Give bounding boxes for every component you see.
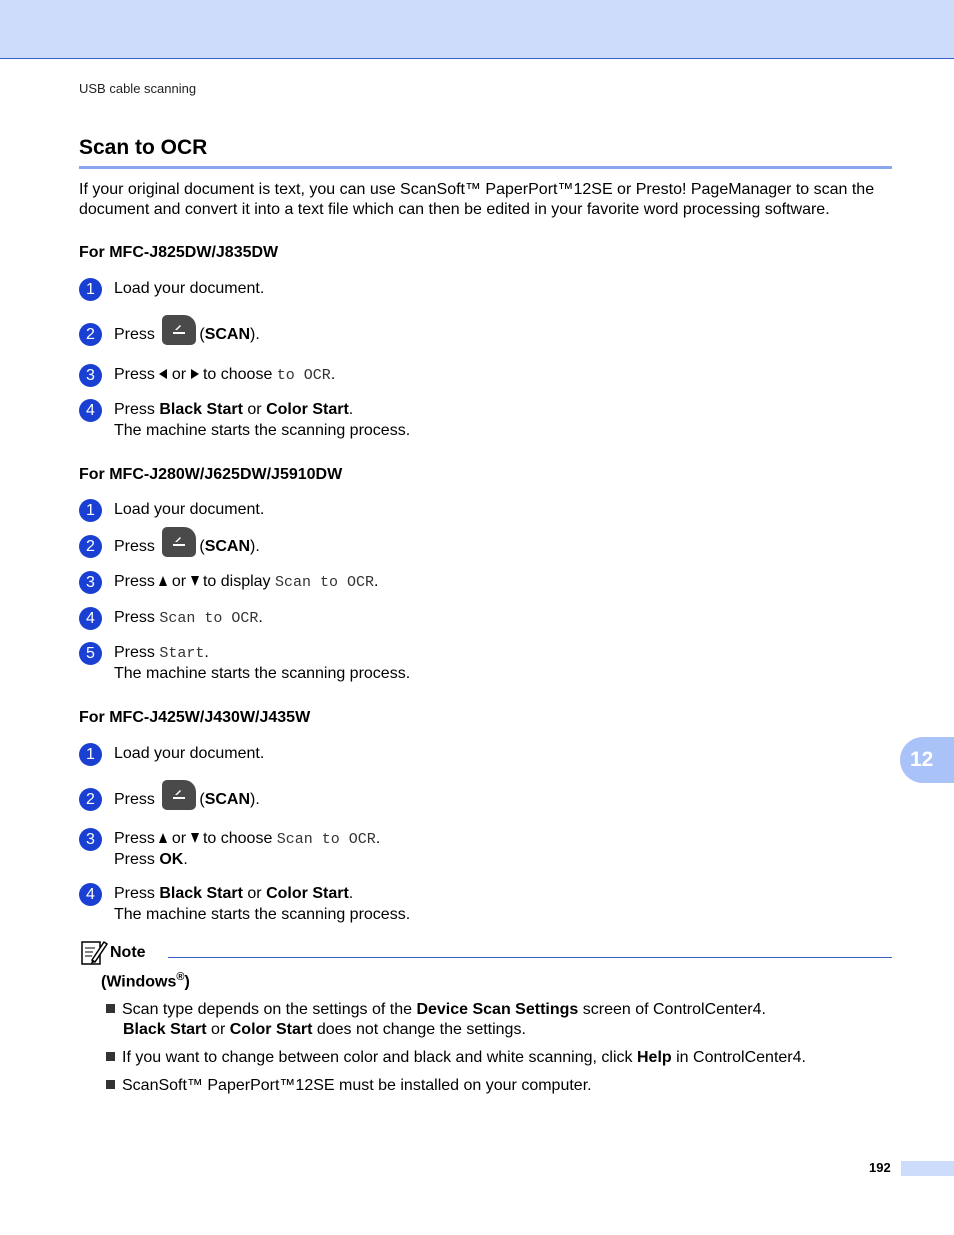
device-scan-settings-label: Device Scan Settings <box>416 1001 579 1018</box>
bullet-text: screen of ControlCenter4. <box>582 1001 766 1018</box>
black-start-label: Black Start <box>159 885 243 902</box>
lcd-option: to OCR <box>276 367 331 384</box>
action-text: to choose <box>202 366 273 383</box>
chapter-number: 12 <box>910 748 934 771</box>
note-bullet-3 <box>106 1076 592 1096</box>
color-start-label: Color Start <box>266 885 349 902</box>
scan-button-icon <box>162 527 196 557</box>
step-text: Load your document. <box>114 501 265 518</box>
press-word: Press <box>114 573 155 590</box>
bullet-text: in ControlCenter4. <box>676 1049 806 1066</box>
step-result: The machine starts the scanning process. <box>114 422 411 439</box>
step-number: 2 <box>79 323 102 346</box>
windows-close: ) <box>184 973 190 991</box>
press-word: Press <box>114 609 155 626</box>
color-start-label: Color Start <box>229 1021 313 1038</box>
title-rule <box>79 166 892 169</box>
scan-label: SCAN <box>204 791 251 809</box>
breadcrumb: USB cable scanning <box>79 81 197 96</box>
section-heading-j825: For MFC-J825DW/J835DW <box>79 244 279 261</box>
page-title: Scan to OCR <box>79 136 208 159</box>
or-word: or <box>247 401 262 418</box>
down-arrow-icon <box>191 576 199 586</box>
press-word: Press <box>114 401 155 418</box>
note-label: Note <box>110 944 146 961</box>
step-number: 1 <box>79 278 102 301</box>
chapter-tab <box>900 737 954 783</box>
step-result: The machine starts the scanning process. <box>114 665 411 682</box>
black-start-label: Black Start <box>123 1021 207 1038</box>
or-word: or <box>171 830 187 847</box>
windows-label <box>101 971 190 991</box>
step-number: 4 <box>79 607 102 630</box>
step-number: 2 <box>79 535 102 558</box>
bullet-text: ScanSoft™ PaperPort™12SE must be installed on your computer. <box>122 1077 592 1094</box>
up-arrow-icon <box>159 833 167 843</box>
bullet-text: If you want to change between color and black and white scanning, click <box>122 1049 633 1066</box>
or-word: or <box>171 366 187 383</box>
registered-mark: ® <box>176 971 185 983</box>
bullet-text: Scan type depends on the settings of the <box>122 1001 412 1018</box>
step-number: 5 <box>79 642 102 665</box>
action-text: to choose <box>202 830 273 847</box>
black-start-label: Black Start <box>159 401 243 418</box>
down-arrow-icon <box>191 833 199 843</box>
action-text: to display <box>202 573 271 590</box>
left-arrow-icon <box>159 369 167 379</box>
scan-button-icon <box>162 315 196 345</box>
or-word: or <box>211 1021 226 1038</box>
press-word: Press <box>114 644 155 661</box>
step-result: The machine starts the scanning process. <box>114 906 411 923</box>
lcd-option: Scan to OCR <box>159 610 259 627</box>
press-word: Press <box>114 326 155 344</box>
section-heading-j280: For MFC-J280W/J625DW/J5910DW <box>79 466 343 483</box>
bullet-square-icon <box>106 1080 115 1089</box>
step-text: Load your document. <box>114 745 265 762</box>
up-arrow-icon <box>159 576 167 586</box>
color-start-label: Color Start <box>266 401 349 418</box>
step-number: 3 <box>79 571 102 594</box>
bullet-square-icon <box>106 1052 115 1061</box>
step-number: 4 <box>79 883 102 906</box>
step-number: 1 <box>79 743 102 766</box>
section-heading-j425: For MFC-J425W/J430W/J435W <box>79 709 311 726</box>
intro-paragraph: If your original document is text, you can use ScanSoft™ PaperPort™12SE or Presto! PageManager to scan the document and convert it into a text file which can then be edited in your favorite word processing software. <box>79 181 875 218</box>
lcd-option: Scan to OCR <box>275 574 375 591</box>
press-word: Press <box>114 538 155 556</box>
step-number: 1 <box>79 499 102 522</box>
note-bullet-1 <box>106 1000 766 1040</box>
step-text: Load your document. <box>114 280 265 297</box>
bullet-text: does not change the settings. <box>316 1021 526 1038</box>
page-number: 192 <box>869 1160 891 1175</box>
or-word: or <box>247 885 262 902</box>
press-word: Press <box>114 851 155 868</box>
press-word: Press <box>114 830 155 847</box>
scan-label: SCAN <box>204 326 251 344</box>
or-word: or <box>171 573 187 590</box>
step-number: 4 <box>79 399 102 422</box>
scan-button-icon <box>162 780 196 810</box>
press-word: Press <box>114 885 155 902</box>
header-band <box>0 0 954 59</box>
step-number: 3 <box>79 364 102 387</box>
bullet-square-icon <box>106 1004 115 1013</box>
lcd-option: Scan to OCR <box>276 831 376 848</box>
note-pencil-icon <box>80 938 108 966</box>
page-bar <box>901 1161 954 1176</box>
scan-label: SCAN <box>204 538 251 556</box>
press-word: Press <box>114 366 155 383</box>
ok-label: OK <box>159 851 184 868</box>
press-word: Press <box>114 791 155 809</box>
windows-text: (Windows <box>101 973 177 991</box>
right-arrow-icon <box>191 369 199 379</box>
lcd-option: Start <box>159 645 205 662</box>
help-label: Help <box>636 1049 672 1066</box>
step-number: 2 <box>79 788 102 811</box>
note-bullet-2 <box>106 1048 806 1068</box>
note-rule <box>168 957 892 958</box>
step-number: 3 <box>79 828 102 851</box>
